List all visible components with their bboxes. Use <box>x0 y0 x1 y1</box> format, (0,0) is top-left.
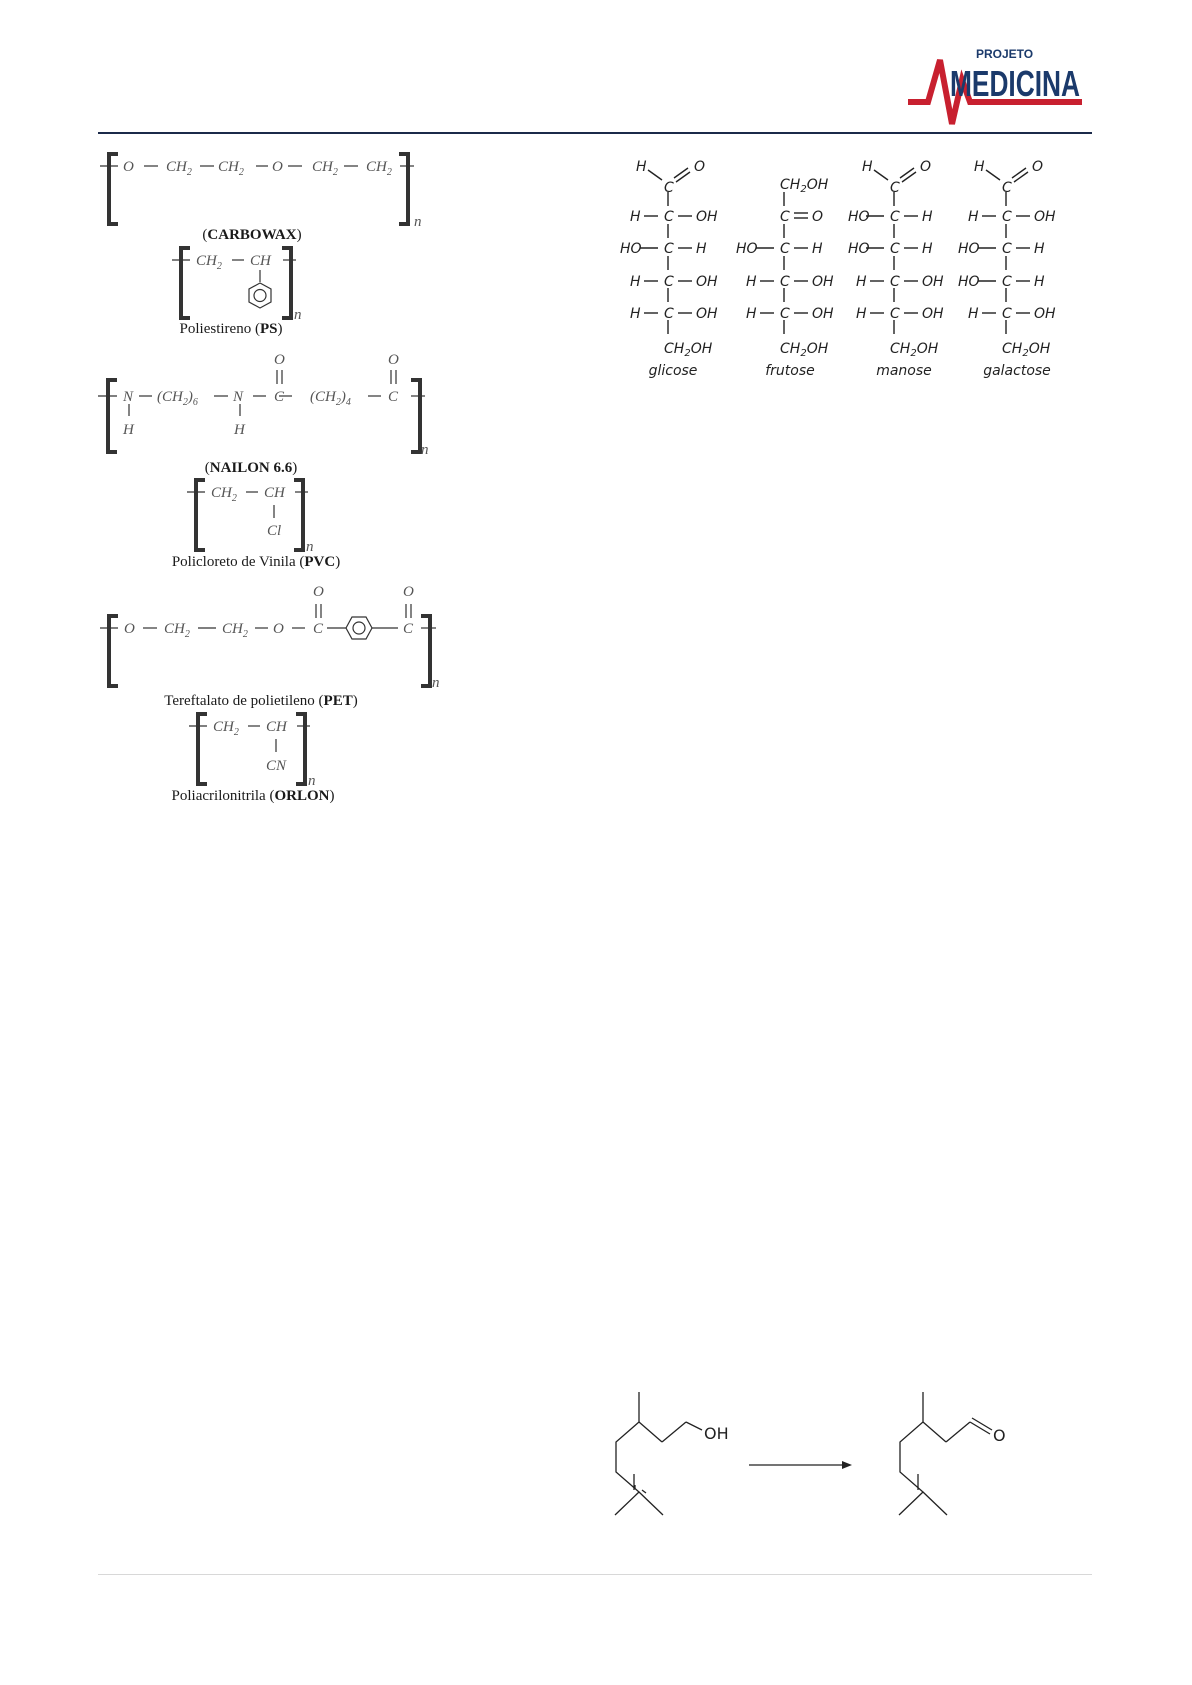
svg-text:H: H <box>234 422 245 438</box>
footer-rule <box>98 1574 1092 1575</box>
svg-text:C: C <box>780 306 790 322</box>
svg-text:OH: OH <box>812 306 834 322</box>
svg-text:OH: OH <box>812 274 834 290</box>
caption-carbowax: (CARBOWAX) <box>202 227 302 243</box>
svg-text:n: n <box>414 214 422 230</box>
svg-text:CH2OH: $CH_2OH$ <box>1002 341 1051 359</box>
svg-text:n: n <box>294 307 302 323</box>
svg-text:C: C <box>890 241 900 257</box>
sugar-name-glicose: glicose <box>648 363 698 379</box>
svg-text:OH: OH <box>696 306 718 322</box>
svg-text:H: H <box>968 209 979 225</box>
svg-text:O: O <box>388 352 399 368</box>
svg-text:C: C <box>664 274 674 290</box>
svg-text:O: O <box>123 159 134 175</box>
svg-text:CH2: $CH_2$ <box>366 159 392 178</box>
svg-text:C: C <box>1002 209 1012 225</box>
svg-text:OH: OH <box>1034 209 1056 225</box>
logo-top-word: PROJETO <box>976 47 1034 61</box>
svg-text:OH: OH <box>696 274 718 290</box>
svg-text:H: H <box>922 241 933 257</box>
svg-text:C: C <box>1002 180 1012 196</box>
svg-text:n: n <box>308 773 316 789</box>
svg-text:C: C <box>780 209 790 225</box>
caption-pvc: Policloreto de Vinila (PVC) <box>171 554 341 570</box>
svg-text:C: C <box>388 389 399 405</box>
svg-text:H: H <box>974 159 985 175</box>
svg-text:C: C <box>664 306 674 322</box>
svg-text:CN: CN <box>266 758 287 774</box>
svg-text:H: H <box>856 274 867 290</box>
svg-text:CH2: $CH_2$ <box>166 159 192 178</box>
svg-text:O: O <box>273 621 284 637</box>
caption-ps: Poliestireno (PS) <box>179 321 283 337</box>
svg-text:n: n <box>421 442 429 458</box>
svg-text:CH2OH: $CH_2OH$ <box>664 341 713 359</box>
svg-text:H: H <box>968 306 979 322</box>
svg-text:O: O <box>694 159 706 175</box>
svg-text:CH: CH <box>264 485 285 501</box>
svg-text:O: O <box>403 584 414 600</box>
svg-text:CH2: $CH_2$ <box>213 719 239 738</box>
svg-text:CH2: $CH_2$ <box>196 253 222 272</box>
svg-text:(CH2)6: $(CH_2)_6$ <box>157 389 198 408</box>
svg-text:Cl: Cl <box>267 523 282 539</box>
svg-text:(CH2)4: $(CH_2)_4$ <box>310 389 351 408</box>
svg-text:O: O <box>812 209 824 225</box>
caption-pet: Tereftalato de polietileno (PET) <box>164 693 358 709</box>
svg-text:C: C <box>890 180 900 196</box>
svg-text:n: n <box>306 539 314 555</box>
svg-text:H: H <box>862 159 873 175</box>
svg-text:CH: CH <box>266 719 287 735</box>
svg-text:HO: HO <box>848 241 870 257</box>
svg-text:CH: CH <box>250 253 271 269</box>
svg-text:C: C <box>780 274 790 290</box>
svg-text:H: H <box>922 209 933 225</box>
svg-text:H: H <box>856 306 867 322</box>
svg-text:HO: HO <box>958 241 980 257</box>
reactant-oh-label: OH <box>704 1424 729 1443</box>
svg-text:CH2: $CH_2$ <box>164 621 190 640</box>
svg-text:HO: HO <box>848 209 870 225</box>
svg-text:OH: OH <box>922 306 944 322</box>
svg-text:N: N <box>233 389 244 405</box>
svg-text:CH2: $CH_2$ <box>312 159 338 178</box>
svg-text:C: C <box>1002 241 1012 257</box>
svg-text:H: H <box>1034 274 1045 290</box>
svg-text:C: C <box>313 621 324 637</box>
svg-text:HO: HO <box>620 241 642 257</box>
svg-text:H: H <box>636 159 647 175</box>
svg-text:O: O <box>1032 159 1044 175</box>
svg-text:OH: OH <box>696 209 718 225</box>
sugar-name-frutose: frutose <box>765 363 815 379</box>
svg-text:O: O <box>274 352 285 368</box>
product-o-label: O <box>993 1426 1006 1445</box>
svg-text:C: C <box>890 306 900 322</box>
svg-text:OH: OH <box>1034 306 1056 322</box>
svg-text:H: H <box>696 241 707 257</box>
sugar-name-galactose: galactose <box>983 363 1051 379</box>
svg-text:C: C <box>1002 306 1012 322</box>
svg-text:C: C <box>664 209 674 225</box>
svg-text:H: H <box>746 306 757 322</box>
svg-text:O: O <box>124 621 135 637</box>
svg-text:O: O <box>920 159 932 175</box>
svg-text:H: H <box>630 306 641 322</box>
svg-text:CH2: $CH_2$ <box>222 621 248 640</box>
svg-text:N: N <box>123 389 134 405</box>
svg-text:CH2: $CH_2$ <box>218 159 244 178</box>
svg-text:C: C <box>890 209 900 225</box>
caption-orlon: Poliacrilonitrila (ORLON) <box>171 788 335 804</box>
svg-text:CH2OH: $CH_2OH$ <box>780 341 829 359</box>
svg-text:C: C <box>664 241 674 257</box>
caption-nylon: (NAILON 6.6) <box>204 460 298 476</box>
svg-text:C: C <box>780 241 790 257</box>
svg-text:HO: HO <box>736 241 758 257</box>
svg-text:H: H <box>812 241 823 257</box>
svg-text:O: O <box>313 584 324 600</box>
svg-text:O: O <box>272 159 283 175</box>
svg-text:H: H <box>123 422 134 438</box>
svg-text:H: H <box>746 274 757 290</box>
svg-text:CH2OH: $CH_2OH$ <box>890 341 939 359</box>
svg-text:C: C <box>403 621 414 637</box>
svg-text:H: H <box>630 209 641 225</box>
svg-text:CH2OH: $CH_2OH$ <box>780 177 829 195</box>
svg-text:H: H <box>630 274 641 290</box>
svg-text:H: H <box>1034 241 1045 257</box>
svg-text:C: C <box>274 389 285 405</box>
svg-text:HO: HO <box>958 274 980 290</box>
svg-text:C: C <box>664 180 674 196</box>
svg-text:C: C <box>1002 274 1012 290</box>
svg-text:CH2: $CH_2$ <box>211 485 237 504</box>
svg-text:C: C <box>890 274 900 290</box>
svg-text:OH: OH <box>922 274 944 290</box>
sugar-name-manose: manose <box>876 363 932 379</box>
logo-main-word: MEDICINA <box>950 63 1080 104</box>
svg-text:n: n <box>432 675 440 691</box>
